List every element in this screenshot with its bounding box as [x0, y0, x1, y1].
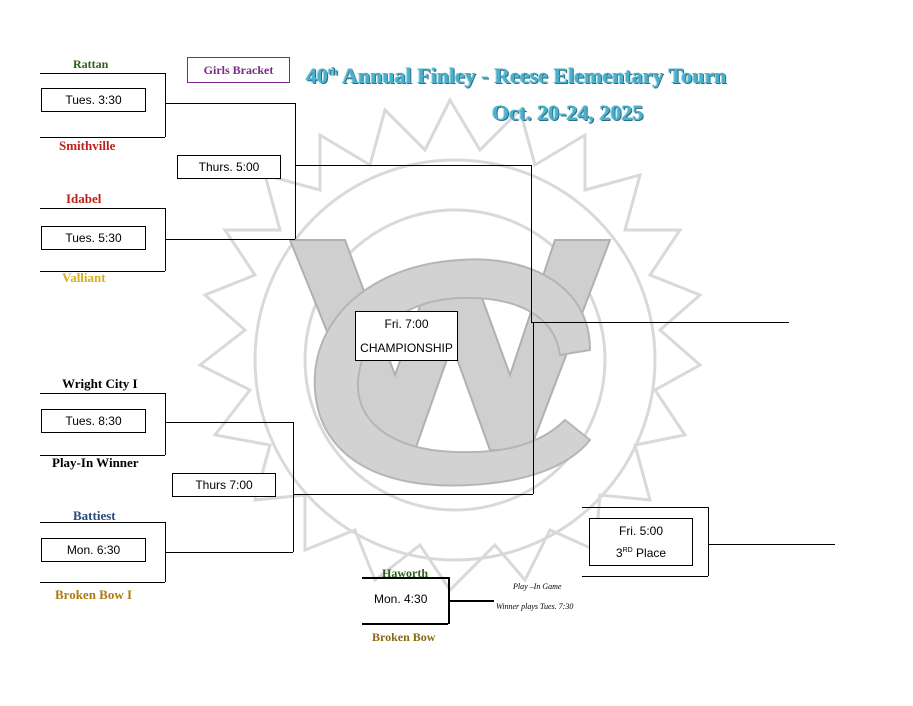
bracket-line	[531, 322, 789, 323]
team-idabel: Idabel	[66, 191, 102, 206]
bracket-line	[293, 494, 533, 495]
bracket-line	[165, 73, 166, 137]
bracket-label: Girls Bracket	[187, 57, 290, 83]
bracket-line	[40, 208, 165, 209]
third-place-time: Fri. 5:00	[618, 524, 663, 538]
tournament-dates: Oct. 20-24, 2025	[492, 100, 644, 125]
championship-label: CHAMPIONSHIP	[360, 341, 453, 355]
team-wright-city: Wright City I	[62, 376, 138, 391]
play-in-note: Play –In Game	[513, 582, 562, 591]
bracket-line	[708, 544, 835, 545]
bracket-line	[40, 393, 165, 394]
bracket-line	[362, 577, 448, 579]
bracket-line	[40, 582, 165, 583]
title-text: Annual Finley - Reese Elementary Tourn	[337, 63, 727, 88]
bracket-line	[165, 393, 166, 455]
team-battiest: Battiest	[73, 508, 116, 523]
tournament-title	[306, 63, 726, 89]
bracket-line	[531, 165, 532, 322]
game-mon-630: Mon. 6:30	[41, 538, 146, 562]
team-haworth: Haworth	[382, 566, 428, 580]
third-place-label: 3RD Place	[615, 546, 667, 560]
game-tues-330: Tues. 3:30	[41, 88, 146, 112]
winner-note: Winner plays Tues. 7:30	[496, 602, 574, 611]
bracket-line	[295, 165, 531, 166]
bracket-line	[165, 552, 293, 553]
bracket-line	[582, 507, 708, 508]
team-broken-bow: Broken Bow	[372, 630, 436, 644]
bracket-line	[165, 103, 295, 104]
team-rattan: Rattan	[73, 57, 109, 71]
title-ordinal: th	[328, 65, 338, 78]
game-thurs-500: Thurs. 5:00	[177, 155, 281, 179]
team-smithville: Smithville	[59, 138, 116, 153]
bracket-line	[165, 239, 295, 240]
team-valliant: Valliant	[62, 270, 106, 285]
team-broken-bow-i: Broken Bow I	[55, 587, 133, 602]
game-mon-430: Mon. 4:30	[374, 592, 428, 606]
title-number: 40	[306, 63, 328, 88]
bracket-line	[295, 103, 296, 239]
bracket-line	[40, 73, 165, 74]
bracket-line	[582, 576, 708, 577]
bracket-line	[165, 422, 293, 423]
bracket-line	[362, 623, 448, 625]
game-championship	[355, 311, 458, 361]
bracket-line	[293, 422, 294, 552]
bracket-line	[708, 507, 709, 576]
team-play-in-winner: Play-In Winner	[52, 455, 139, 470]
game-thurs-700: Thurs 7:00	[172, 473, 276, 497]
game-third-place	[589, 518, 693, 566]
game-tues-830: Tues. 8:30	[41, 409, 146, 433]
championship-time: Fri. 7:00	[384, 317, 429, 331]
bracket-line	[449, 600, 494, 602]
bracket-line	[40, 522, 165, 523]
game-tues-530: Tues. 5:30	[41, 226, 146, 250]
bracket-line	[533, 322, 534, 494]
